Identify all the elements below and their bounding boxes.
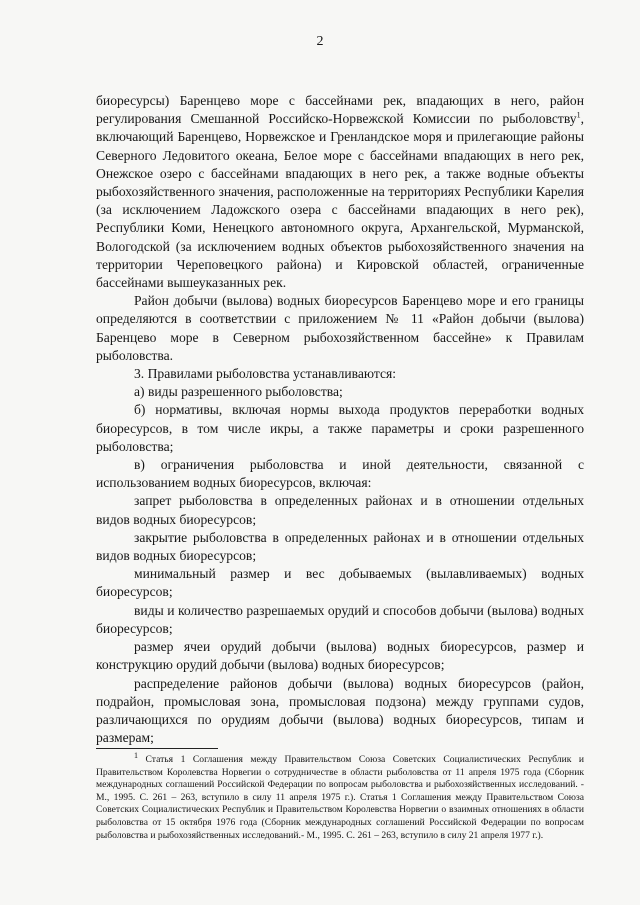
paragraph-10 <box>96 638 584 674</box>
paragraph-0 <box>96 92 584 292</box>
paragraph-text: запрет рыболовства в определенных районах и в отношении отдельных видов водных биоресурсов; <box>96 493 584 527</box>
paragraph-8 <box>96 565 584 601</box>
paragraph-text: минимальный размер и вес добываемых (вылавливаемых) водных биоресурсов; <box>96 566 584 600</box>
paragraph-text: распределение районов добычи (вылова) водных биоресурсов (район, подрайон, промысловая зона, промысловая подзона) между группами судов, различающихся по орудиям добычи (вылова) водных биоресурсов, типам и размерам; <box>96 675 584 746</box>
paragraph-11 <box>96 675 584 748</box>
paragraph-9 <box>96 602 584 638</box>
paragraph-text: , включающий Баренцево, Норвежское и Гренландское моря и прилегающие районы Северного Ледовитого океана, Белое море с бассейнами впадающих в него рек, Онежское озеро с бассейнами впадающих в него рек, а также водные объекты рыбохозяйственного значения, расположенные на территориях Республики Карелия (за исключением Ладожского озера с бассейнами впадающих в него рек), Республики Коми, Ненецкого автономного округа, Архангельской, Мурманской, Вологодской (за исключением водных объектов рыбохозяйственного значения на территории Череповецкого района) и Кировской областей, ограниченные бассейнами вышеуказанных рек. <box>96 111 584 291</box>
document-body <box>96 92 584 747</box>
paragraph-3 <box>96 383 584 401</box>
paragraph-5 <box>96 456 584 492</box>
paragraph-text: Район добычи (вылова) водных биоресурсов Баренцево море и его границы определяются в соответствии с приложением № 11 «Район добычи (вылова) Баренцево море в Северном рыбохозяйственном бассейне» к Правилам рыболовства. <box>96 293 584 363</box>
footnote <box>96 750 584 842</box>
footnote-reference: 1 <box>576 110 581 120</box>
paragraph-text: 3. Правилами рыболовства устанавливаются: <box>134 366 397 382</box>
paragraph-1 <box>96 292 584 365</box>
footnote-separator <box>96 748 218 749</box>
paragraph-4 <box>96 401 584 456</box>
paragraph-text: в) ограничения рыболовства и иной деятельности, связанной с использованием водных биоресурсов, включая: <box>96 457 584 491</box>
footnote-text: Статья 1 Соглашения между Правительством Союза Советских Социалистических Республик и Правительством Королевства Норвегии о сотрудничестве в области рыболовства от 11 апреля 1975 года (Сборник международных соглашений Российской Федерации по вопросам рыболовства и рыбохозяйственных исследований. - М., 1995. С. 261 – 263, вступило в силу 11 апреля 1975 г.). Статья 1 Соглашения между Правительством Союза Советских Социалистических Республик и Правительством Королевства Норвегии о взаимных отношениях в области рыболовства от 15 октября 1976 года (Сборник международных соглашений Российской Федерации по вопросам рыболовства и рыбохозяйственных исследований.- М., 1995. С. 261 – 263, вступило в силу 21 апреля 1977 г.). <box>96 754 584 841</box>
paragraph-text: виды и количество разрешаемых орудий и способов добычи (вылова) водных биоресурсов; <box>96 602 584 636</box>
footnote-marker: 1 <box>134 750 138 760</box>
paragraph-text: биоресурсы) Баренцево море с бассейнами рек, впадающих в него, район регулирования Смешанной Российско-Норвежской Комиссии по рыболовству <box>96 93 584 127</box>
paragraph-text: б) нормативы, включая нормы выхода продуктов переработки водных биоресурсов, в том числе икры, а также параметры и сроки разрешенного рыболовства; <box>96 402 584 454</box>
paragraph-6 <box>96 492 584 528</box>
page-number: 2 <box>316 34 324 49</box>
paragraph-2 <box>96 365 584 383</box>
paragraph-text: а) виды разрешенного рыболовства; <box>134 384 343 400</box>
paragraph-7 <box>96 529 584 565</box>
paragraph-text: закрытие рыболовства в определенных районах и в отношении отдельных видов водных биоресурсов; <box>96 529 584 564</box>
paragraph-text: размер ячеи орудий добычи (вылова) водных биоресурсов, размер и конструкцию орудий добычи (вылова) водных биоресурсов; <box>96 639 584 673</box>
